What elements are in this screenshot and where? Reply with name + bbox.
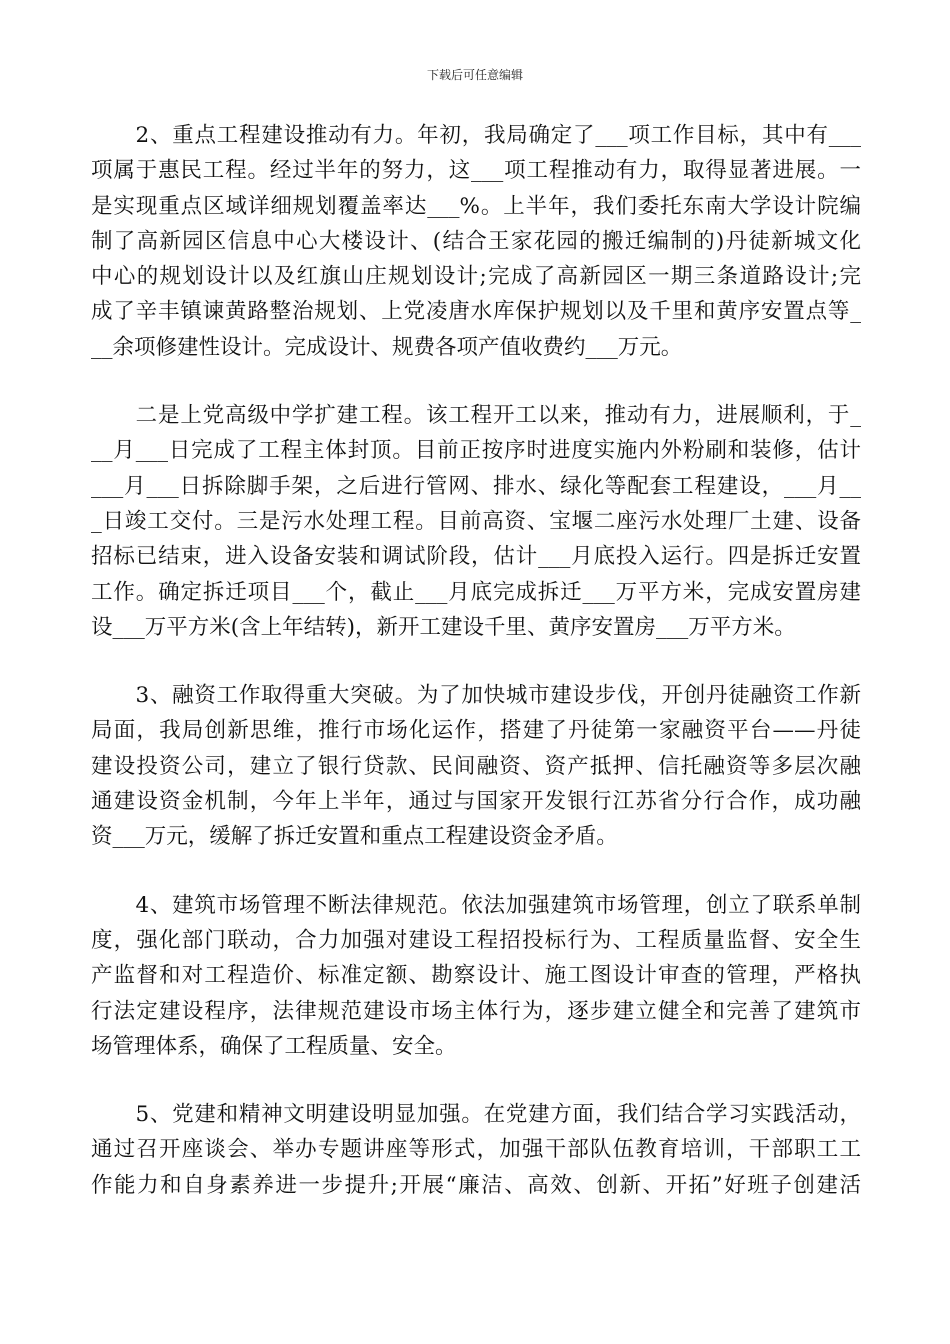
text-line: 4、建筑市场管理不断法律规范。依法加强建筑市场管理，创立了联系单制 [91,892,861,918]
text-line: 成了辛丰镇谏黄路整治规划、上党凌唐水库保护规划以及千里和黄序安置点等_ [91,299,861,325]
text-line: 制了高新园区信息中心大楼设计、(结合王家花园的搬迁编制的)丹徒新城文化 [91,228,861,254]
paragraph-4 [91,888,861,1064]
text-line: 场管理体系，确保了工程质量、安全。 [91,1033,457,1059]
text-line: 3、融资工作取得重大突破。为了加快城市建设步伐，开创丹徒融资工作新 [91,683,861,709]
paragraph-1 [91,118,861,365]
paragraph-5 [91,1097,861,1203]
paragraph-gap [91,1064,861,1097]
text-line: 项属于惠民工程。经过半年的努力，这___项工程推动有力，取得显著进展。一 [91,158,861,184]
text-line: 设___万平方米(含上年结转)，新开工建设千里、黄序安置房___万平方米。 [91,614,796,640]
document-body [91,118,861,1203]
paragraph-gap [91,365,861,398]
text-line: __余项修建性设计。完成设计、规费各项产值收费约___万元。 [91,334,683,360]
text-line: 度，强化部门联动，合力加强对建设工程招投标行为、工程质量监督、安全生 [91,927,861,953]
paragraph-gap [91,855,861,888]
text-line: 是实现重点区域详细规划覆盖率达___%。上半年，我们委托东南大学设计院编 [91,193,861,219]
text-line: 中心的规划设计以及红旗山庄规划设计;完成了高新园区一期三条道路设计;完 [91,264,861,290]
text-line: 招标已结束，进入设备安装和调试阶段，估计___月底投入运行。四是拆迁安置 [91,544,861,570]
text-line: 5、党建和精神文明建设明显加强。在党建方面，我们结合学习实践活动， [91,1102,861,1128]
text-line: 工作。确定拆迁项目___个，截止___月底完成拆迁___万平方米，完成安置房建 [91,579,861,605]
text-line: ___月___日拆除脚手架，之后进行管网、排水、绿化等配套工程建设，___月__ [91,473,861,499]
text-line: 产监督和对工程造价、标准定额、勘察设计、施工图设计审查的管理，严格执 [91,963,861,989]
text-line: 通过召开座谈会、举办专题讲座等形式，加强干部队伍教育培训，干部职工工 [91,1137,861,1163]
text-line: 行法定建设程序，法律规范建设市场主体行为，逐步建立健全和完善了建筑市 [91,998,861,1024]
paragraph-2 [91,398,861,645]
text-line: 二是上党高级中学扩建工程。该工程开工以来，推动有力，进展顺利，于_ [91,403,861,429]
text-line: 通建设资金机制，今年上半年，通过与国家开发银行江苏省分行合作，成功融 [91,789,861,815]
text-line: 作能力和自身素养进一步提升;开展“廉洁、高效、创新、开拓”好班子创建活 [91,1172,861,1198]
text-line: _日竣工交付。三是污水处理工程。目前高资、宝堰二座污水处理厂土建、设备 [91,508,861,534]
paragraph-gap [91,645,861,678]
text-line: 局面，我局创新思维，推行市场化运作，搭建了丹徒第一家融资平台——丹徒 [91,718,861,744]
paragraph-3 [91,678,861,854]
text-line: __月___日完成了工程主体封顶。目前正按序时进度实施内外粉刷和装修，估计 [91,438,861,464]
text-line: 建设投资公司，建立了银行贷款、民间融资、资产抵押、信托融资等多层次融 [91,753,861,779]
page-header: 下载后可任意编辑 [426,68,523,82]
text-line: 资___万元，缓解了拆迁安置和重点工程建设资金矛盾。 [91,824,618,850]
text-line: 2、重点工程建设推动有力。年初，我局确定了___项工作目标，其中有___ [91,123,861,148]
